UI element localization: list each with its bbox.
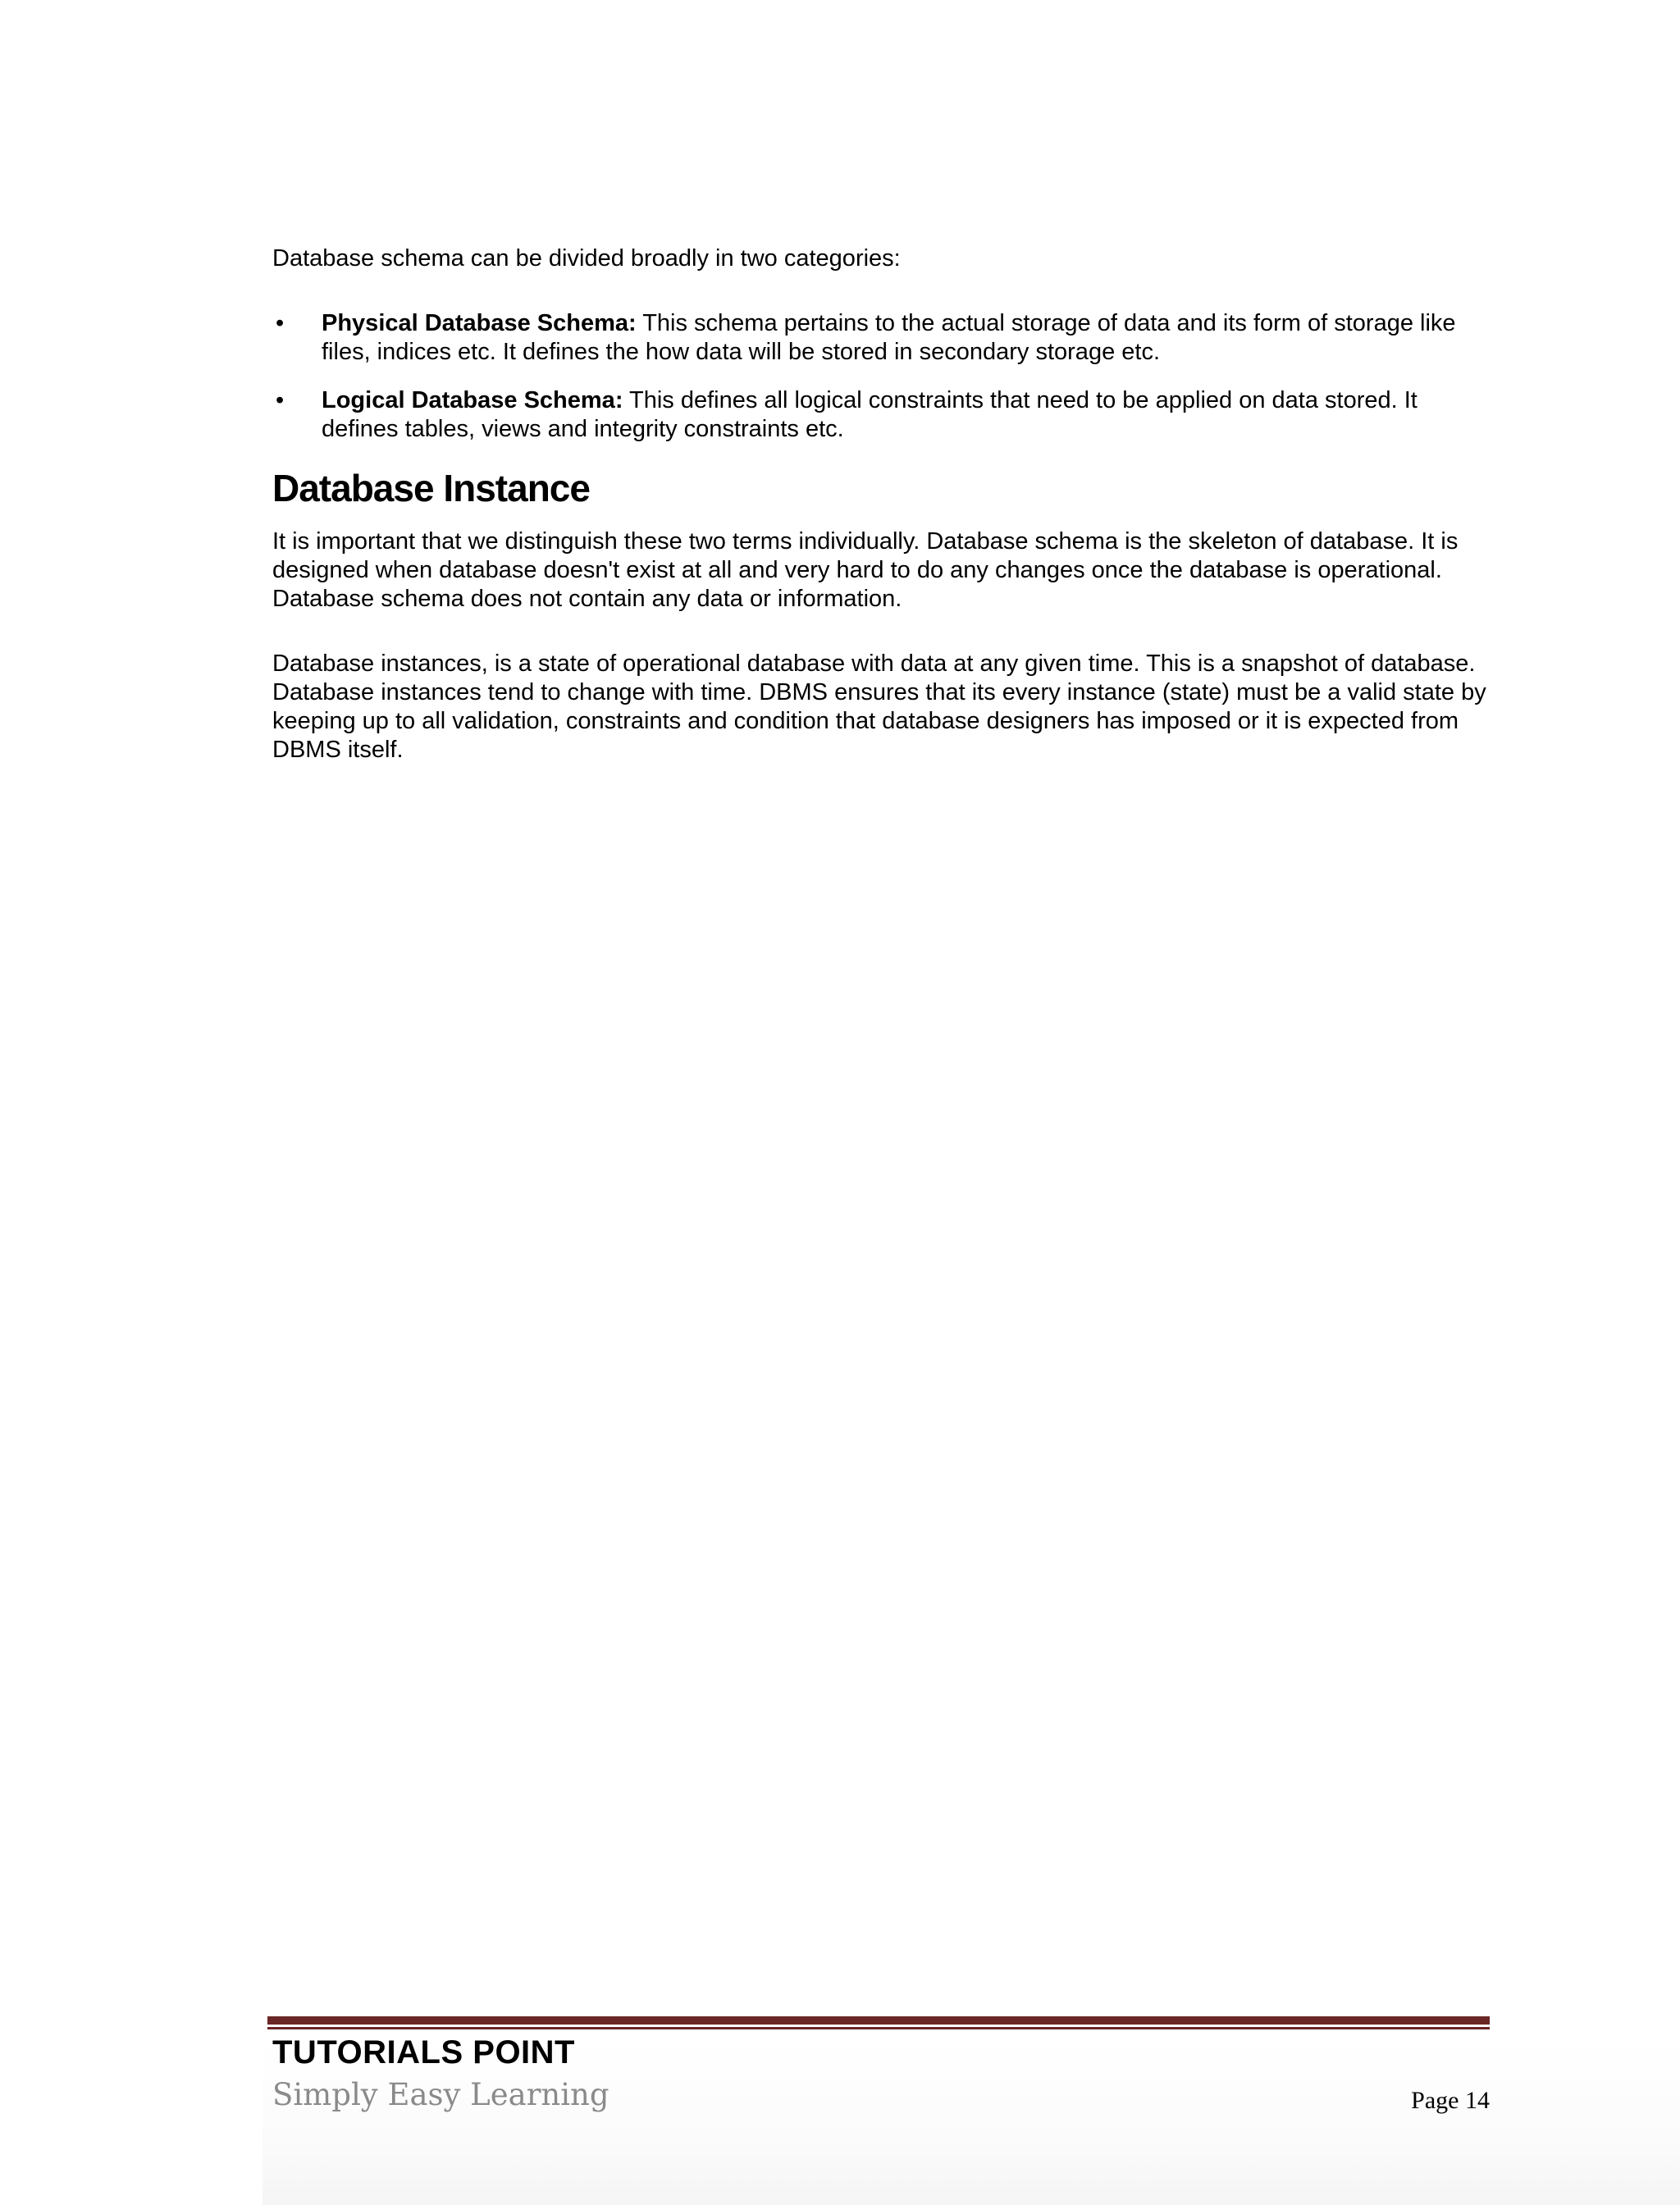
bullet-term: Logical Database Schema: (322, 387, 623, 413)
list-item-physical-schema (272, 309, 1495, 367)
page-number: Page 14 (1411, 2087, 1490, 2114)
section-heading: Database Instance (272, 467, 590, 509)
bullet-icon: • (276, 387, 285, 413)
intro-paragraph: Database schema can be divided broadly in two categories: (272, 245, 901, 272)
page-content (272, 244, 1495, 765)
footer-tagline: Simply Easy Learning (272, 2077, 609, 2112)
section-paragraph-1: It is important that we distinguish these two terms individually. Database schema is the skeleton of database. It is designed when database doesn't exist at all and very hard to do any changes once the database is operational. Database schema does not contain any data or information. (272, 528, 1459, 612)
bullet-term: Physical Database Schema: (322, 310, 637, 336)
bullet-text: This schema pertains to the actual storage of data and its form of storage like files, indices etc. It defines the how data will be stored in secondary storage etc. (322, 310, 1456, 365)
section-paragraph-2: Database instances, is a state of operational database with data at any given time. This is a snapshot of database. Database instances tend to change with time. DBMS ensures that its every instance (state) must be a valid state by keeping up to all validation, constraints and condition that database designers has imposed or it is expected from DBMS itself. (272, 651, 1486, 763)
footer-rule-thin (267, 2027, 1490, 2029)
bullet-icon: • (276, 310, 285, 336)
bullet-text: This defines all logical constraints that need to be applied on data stored. It defines tables, views and integrity constraints etc. (322, 387, 1418, 442)
list-item-logical-schema (272, 386, 1495, 444)
footer-rule-thick (267, 2016, 1490, 2025)
footer-brand: TUTORIALS POINT (272, 2034, 575, 2070)
schema-categories-list (272, 309, 1495, 444)
page-footer (267, 2016, 1490, 2174)
